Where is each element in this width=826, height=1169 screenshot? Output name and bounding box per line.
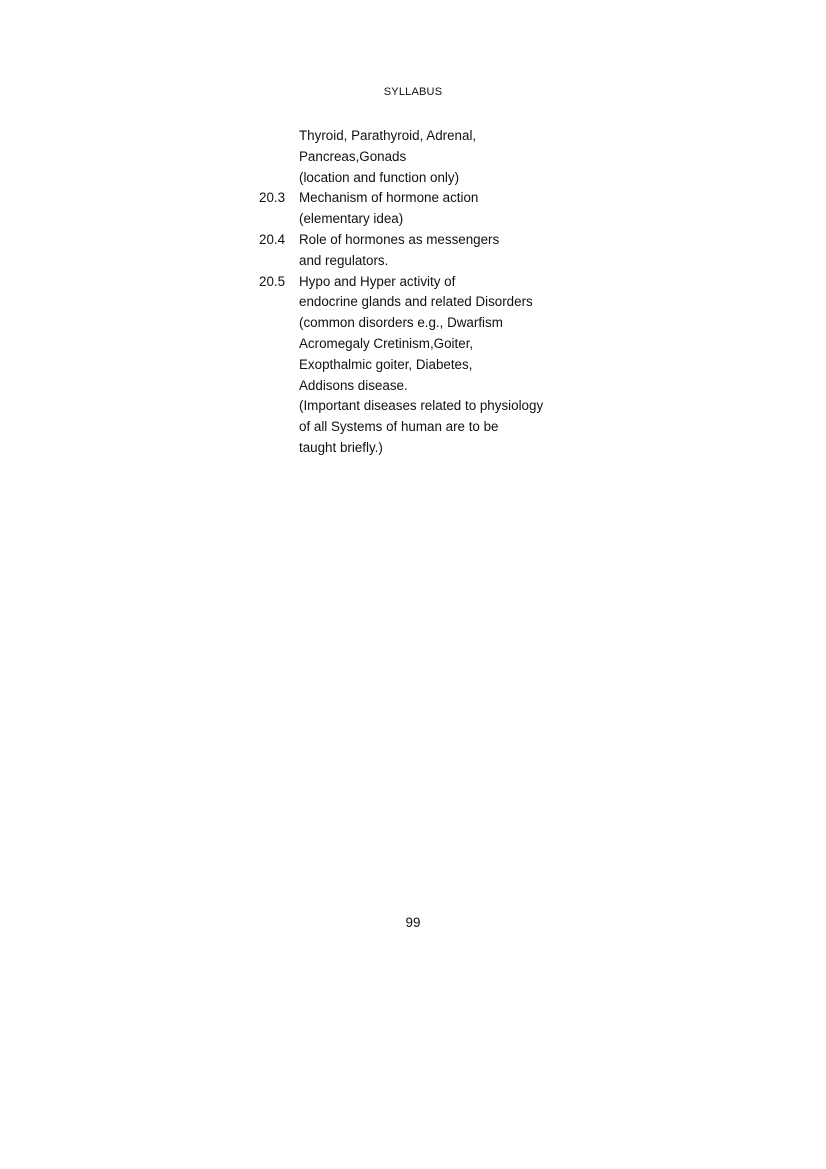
section-number	[259, 147, 299, 168]
syllabus-line	[259, 334, 579, 355]
section-number	[259, 168, 299, 189]
line-text: (common disorders e.g., Dwarfism	[299, 315, 503, 331]
line-text: Thyroid, Parathyroid, Adrenal,	[299, 128, 477, 143]
section-number	[259, 417, 299, 438]
syllabus-line	[259, 188, 579, 209]
line-text: (location and function only)	[299, 169, 460, 185]
syllabus-line	[259, 168, 579, 189]
running-header: SYLLABUS	[383, 86, 443, 98]
syllabus-content	[259, 126, 579, 459]
line-text: of all Systems of human are to be	[299, 419, 499, 435]
line-text: Addisons disease.	[299, 377, 408, 393]
syllabus-line	[259, 126, 579, 147]
syllabus-line	[259, 147, 579, 168]
syllabus-line	[259, 396, 579, 417]
line-text: Role of hormones as messengers	[299, 231, 500, 247]
section-number	[259, 126, 299, 147]
syllabus-line	[259, 292, 579, 313]
line-text: (Important diseases related to physiology	[299, 398, 544, 414]
line-text: Hypo and Hyper activity of	[299, 273, 456, 289]
section-number	[259, 251, 299, 272]
section-number: 20.4	[259, 231, 286, 247]
syllabus-line	[259, 251, 579, 272]
section-number	[259, 396, 299, 417]
line-text: Mechanism of hormone action	[299, 190, 479, 206]
syllabus-line	[259, 209, 579, 230]
syllabus-line	[259, 313, 579, 334]
section-number: 20.3	[259, 190, 286, 206]
line-text: (elementary idea)	[299, 211, 404, 227]
line-text: Acromegaly Cretinism,Goiter,	[299, 335, 474, 351]
syllabus-line	[259, 376, 579, 397]
section-number	[259, 355, 299, 376]
syllabus-line	[259, 355, 579, 376]
line-text: Exopthalmic goiter, Diabetes,	[299, 356, 473, 372]
section-number	[259, 209, 299, 230]
syllabus-line	[259, 230, 579, 251]
line-text: and regulators.	[299, 252, 389, 268]
syllabus-line	[259, 438, 579, 459]
syllabus-line	[259, 417, 579, 438]
section-number	[259, 292, 299, 313]
section-number	[259, 438, 299, 459]
page-number: 99	[405, 915, 421, 930]
syllabus-line	[259, 272, 579, 293]
section-number	[259, 334, 299, 355]
line-text: endocrine glands and related Disorders	[299, 294, 533, 310]
line-text: taught briefly.)	[299, 439, 383, 455]
section-number	[259, 313, 299, 334]
line-text: Pancreas,Gonads	[299, 148, 407, 164]
section-number	[259, 376, 299, 397]
section-number: 20.5	[259, 273, 286, 289]
